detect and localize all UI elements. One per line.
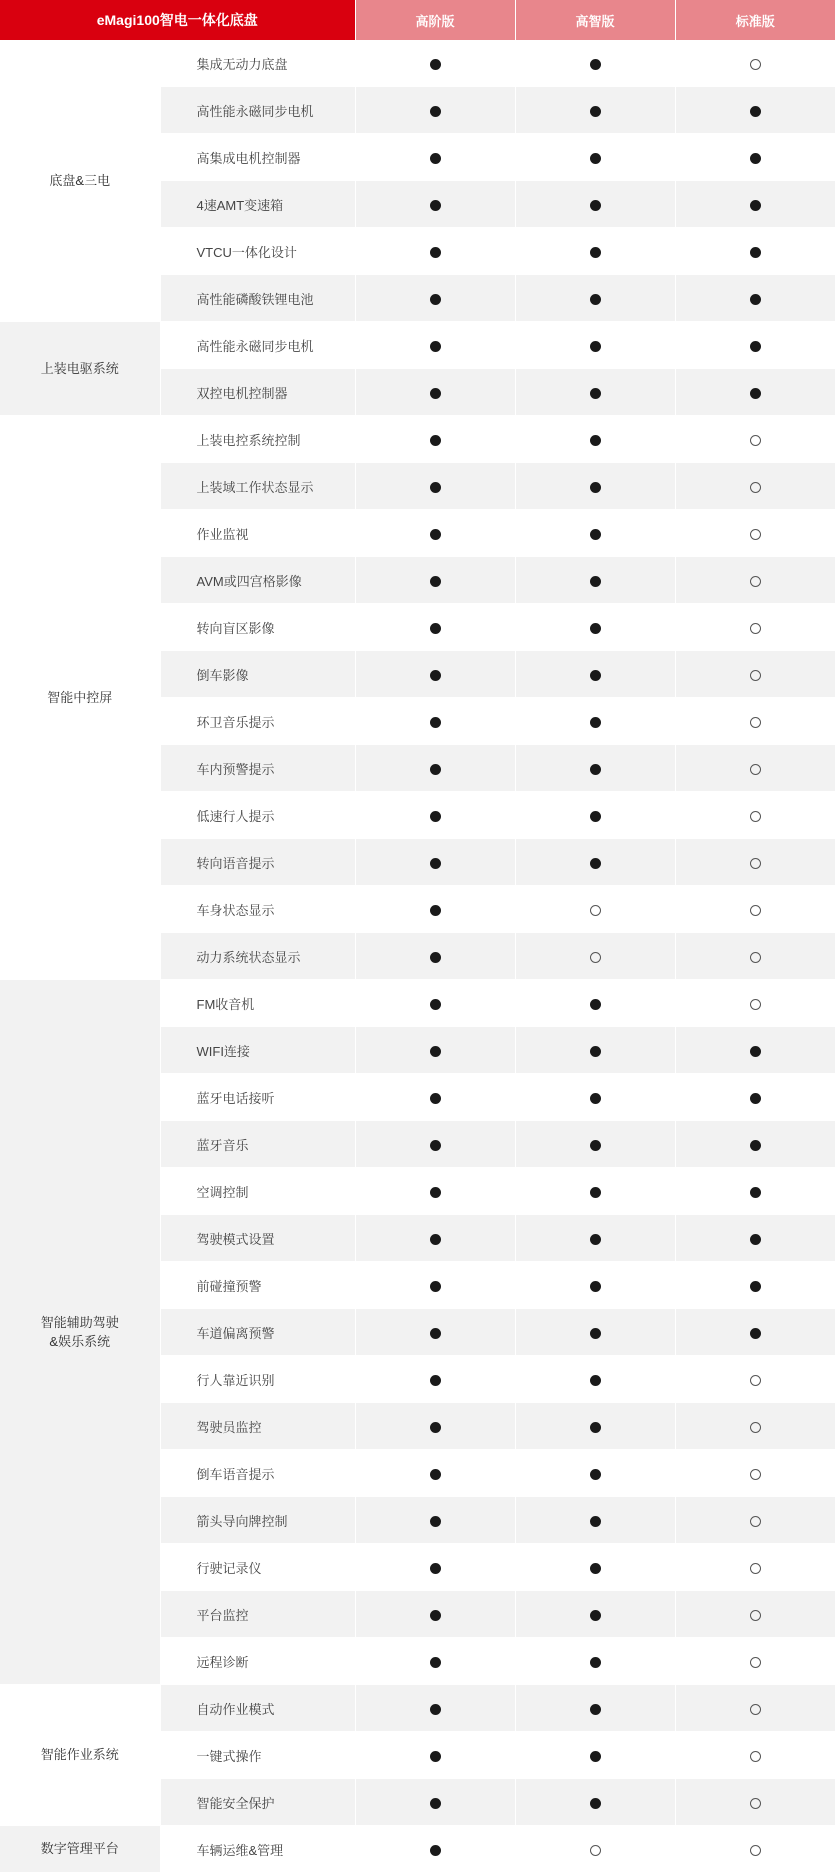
feature-label: 空调控制 [160,1168,355,1215]
filled-dot-icon [750,341,761,352]
filled-dot-icon [430,576,441,587]
table-row [0,1826,835,1872]
availability-cell-variant-3 [675,745,835,792]
filled-dot-icon [590,1422,601,1433]
feature-label: 车辆运维&管理 [160,1826,355,1872]
availability-cell-variant-1 [355,1544,515,1591]
group-label: 上装电驱系统 [0,322,160,416]
hollow-dot-icon [590,952,601,963]
availability-cell-variant-1 [355,275,515,322]
availability-cell-variant-3 [675,1215,835,1262]
availability-cell-variant-2 [515,1685,675,1732]
availability-cell-variant-2 [515,1356,675,1403]
availability-cell-variant-1 [355,698,515,745]
feature-label: FM收音机 [160,980,355,1027]
filled-dot-icon [750,388,761,399]
availability-cell-variant-2 [515,134,675,181]
feature-label: 蓝牙音乐 [160,1121,355,1168]
hollow-dot-icon [750,623,761,634]
availability-cell-variant-2 [515,1262,675,1309]
filled-dot-icon [590,200,601,211]
feature-label: 倒车语音提示 [160,1450,355,1497]
filled-dot-icon [590,1187,601,1198]
availability-cell-variant-3 [675,1591,835,1638]
availability-cell-variant-2 [515,1215,675,1262]
filled-dot-icon [590,1328,601,1339]
filled-dot-icon [590,106,601,117]
availability-cell-variant-3 [675,1309,835,1356]
availability-cell-variant-1 [355,933,515,980]
column-header-variant-1: 高阶版 [355,0,515,40]
filled-dot-icon [590,717,601,728]
filled-dot-icon [750,1187,761,1198]
filled-dot-icon [590,1375,601,1386]
hollow-dot-icon [750,1798,761,1809]
hollow-dot-icon [590,905,601,916]
feature-label: 高性能永磁同步电机 [160,87,355,134]
hollow-dot-icon [750,905,761,916]
availability-cell-variant-3 [675,1685,835,1732]
filled-dot-icon [590,576,601,587]
hollow-dot-icon [750,999,761,1010]
table-row [0,40,835,87]
filled-dot-icon [430,1798,441,1809]
availability-cell-variant-3 [675,651,835,698]
availability-cell-variant-2 [515,1732,675,1779]
feature-label: 行人靠近识别 [160,1356,355,1403]
availability-cell-variant-2 [515,1497,675,1544]
availability-cell-variant-1 [355,651,515,698]
filled-dot-icon [430,435,441,446]
availability-cell-variant-1 [355,886,515,933]
availability-cell-variant-3 [675,463,835,510]
filled-dot-icon [590,435,601,446]
availability-cell-variant-3 [675,698,835,745]
filled-dot-icon [590,1093,601,1104]
hollow-dot-icon [750,858,761,869]
availability-cell-variant-1 [355,87,515,134]
availability-cell-variant-1 [355,1309,515,1356]
availability-cell-variant-3 [675,322,835,369]
filled-dot-icon [430,153,441,164]
availability-cell-variant-1 [355,134,515,181]
table-row [0,980,835,1027]
feature-label: 前碰撞预警 [160,1262,355,1309]
feature-label: 自动作业模式 [160,1685,355,1732]
filled-dot-icon [430,1657,441,1668]
filled-dot-icon [750,1046,761,1057]
filled-dot-icon [430,1704,441,1715]
filled-dot-icon [750,294,761,305]
feature-label: 高性能磷酸铁锂电池 [160,275,355,322]
group-label: 智能中控屏 [0,416,160,980]
availability-cell-variant-3 [675,1450,835,1497]
filled-dot-icon [430,905,441,916]
availability-cell-variant-3 [675,1497,835,1544]
feature-label: 转向语音提示 [160,839,355,886]
feature-label: 车身状态显示 [160,886,355,933]
hollow-dot-icon [750,1845,761,1856]
availability-cell-variant-2 [515,980,675,1027]
availability-cell-variant-2 [515,651,675,698]
filled-dot-icon [430,388,441,399]
availability-cell-variant-1 [355,1168,515,1215]
filled-dot-icon [590,247,601,258]
filled-dot-icon [430,341,441,352]
hollow-dot-icon [750,1751,761,1762]
availability-cell-variant-2 [515,1779,675,1826]
filled-dot-icon [430,529,441,540]
feature-label: 一键式操作 [160,1732,355,1779]
availability-cell-variant-1 [355,40,515,87]
filled-dot-icon [430,811,441,822]
filled-dot-icon [430,1563,441,1574]
filled-dot-icon [590,341,601,352]
feature-label: 箭头导向牌控制 [160,1497,355,1544]
filled-dot-icon [590,811,601,822]
feature-label: 上装电控系统控制 [160,416,355,463]
feature-label: 低速行人提示 [160,792,355,839]
hollow-dot-icon [750,717,761,728]
filled-dot-icon [430,1845,441,1856]
filled-dot-icon [430,106,441,117]
availability-cell-variant-1 [355,745,515,792]
availability-cell-variant-2 [515,1403,675,1450]
filled-dot-icon [750,247,761,258]
availability-cell-variant-1 [355,792,515,839]
hollow-dot-icon [750,1422,761,1433]
availability-cell-variant-2 [515,1591,675,1638]
filled-dot-icon [590,1046,601,1057]
availability-cell-variant-1 [355,463,515,510]
filled-dot-icon [750,1140,761,1151]
hollow-dot-icon [750,952,761,963]
filled-dot-icon [430,670,441,681]
filled-dot-icon [430,294,441,305]
hollow-dot-icon [750,1704,761,1715]
availability-cell-variant-3 [675,1544,835,1591]
availability-cell-variant-3 [675,1732,835,1779]
availability-cell-variant-1 [355,1732,515,1779]
availability-cell-variant-3 [675,1779,835,1826]
filled-dot-icon [590,1469,601,1480]
filled-dot-icon [590,1234,601,1245]
availability-cell-variant-2 [515,745,675,792]
availability-cell-variant-3 [675,510,835,557]
availability-cell-variant-3 [675,40,835,87]
group-label: 智能作业系统 [0,1685,160,1826]
feature-label: 集成无动力底盘 [160,40,355,87]
availability-cell-variant-2 [515,322,675,369]
filled-dot-icon [750,106,761,117]
filled-dot-icon [430,1281,441,1292]
group-label: 智能辅助驾驶 &娱乐系统 [0,980,160,1685]
feature-label: WIFI连接 [160,1027,355,1074]
filled-dot-icon [590,1657,601,1668]
group-label: 底盘&三电 [0,40,160,322]
availability-cell-variant-2 [515,557,675,604]
table-row [0,1685,835,1732]
filled-dot-icon [430,1187,441,1198]
feature-label: 驾驶模式设置 [160,1215,355,1262]
availability-cell-variant-3 [675,1638,835,1685]
availability-cell-variant-3 [675,604,835,651]
availability-cell-variant-2 [515,1121,675,1168]
filled-dot-icon [590,388,601,399]
feature-label: 上装域工作状态显示 [160,463,355,510]
availability-cell-variant-1 [355,1027,515,1074]
feature-label: 行驶记录仪 [160,1544,355,1591]
availability-cell-variant-3 [675,933,835,980]
header-row [0,0,835,40]
filled-dot-icon [430,247,441,258]
filled-dot-icon [430,1140,441,1151]
availability-cell-variant-3 [675,181,835,228]
availability-cell-variant-3 [675,1356,835,1403]
availability-cell-variant-1 [355,1450,515,1497]
availability-cell-variant-1 [355,369,515,416]
filled-dot-icon [750,200,761,211]
availability-cell-variant-1 [355,1074,515,1121]
hollow-dot-icon [750,435,761,446]
hollow-dot-icon [750,1375,761,1386]
filled-dot-icon [430,482,441,493]
availability-cell-variant-2 [515,698,675,745]
feature-label: 高性能永磁同步电机 [160,322,355,369]
availability-cell-variant-3 [675,1074,835,1121]
filled-dot-icon [430,1093,441,1104]
availability-cell-variant-2 [515,1826,675,1872]
filled-dot-icon [590,1610,601,1621]
feature-label: 动力系统状态显示 [160,933,355,980]
hollow-dot-icon [750,576,761,587]
filled-dot-icon [590,294,601,305]
filled-dot-icon [750,1093,761,1104]
hollow-dot-icon [750,59,761,70]
filled-dot-icon [430,1751,441,1762]
filled-dot-icon [430,858,441,869]
hollow-dot-icon [750,670,761,681]
filled-dot-icon [430,1328,441,1339]
table-title: eMagi100智电一体化底盘 [0,0,355,40]
filled-dot-icon [430,1469,441,1480]
table-header [0,0,835,40]
hollow-dot-icon [750,811,761,822]
availability-cell-variant-3 [675,369,835,416]
filled-dot-icon [590,670,601,681]
filled-dot-icon [590,1281,601,1292]
availability-cell-variant-2 [515,1544,675,1591]
availability-cell-variant-1 [355,1497,515,1544]
feature-label: 倒车影像 [160,651,355,698]
filled-dot-icon [430,764,441,775]
availability-cell-variant-2 [515,886,675,933]
filled-dot-icon [430,1610,441,1621]
availability-cell-variant-2 [515,228,675,275]
availability-cell-variant-1 [355,416,515,463]
availability-cell-variant-1 [355,1826,515,1872]
feature-label: 作业监视 [160,510,355,557]
filled-dot-icon [430,1234,441,1245]
filled-dot-icon [430,1046,441,1057]
filled-dot-icon [590,482,601,493]
availability-cell-variant-1 [355,1356,515,1403]
availability-cell-variant-1 [355,1215,515,1262]
availability-cell-variant-3 [675,275,835,322]
availability-cell-variant-2 [515,416,675,463]
availability-cell-variant-1 [355,557,515,604]
availability-cell-variant-2 [515,1309,675,1356]
availability-cell-variant-2 [515,1027,675,1074]
availability-cell-variant-2 [515,1450,675,1497]
feature-label: 高集成电机控制器 [160,134,355,181]
availability-cell-variant-1 [355,604,515,651]
filled-dot-icon [590,623,601,634]
table-body [0,40,835,1872]
availability-cell-variant-2 [515,1638,675,1685]
filled-dot-icon [590,1798,601,1809]
availability-cell-variant-3 [675,1168,835,1215]
availability-cell-variant-2 [515,40,675,87]
availability-cell-variant-3 [675,557,835,604]
availability-cell-variant-2 [515,1074,675,1121]
availability-cell-variant-3 [675,228,835,275]
availability-cell-variant-3 [675,980,835,1027]
availability-cell-variant-3 [675,886,835,933]
filled-dot-icon [590,153,601,164]
feature-label: 蓝牙电话接听 [160,1074,355,1121]
availability-cell-variant-1 [355,1121,515,1168]
availability-cell-variant-1 [355,510,515,557]
feature-label: 4速AMT变速箱 [160,181,355,228]
filled-dot-icon [590,1704,601,1715]
availability-cell-variant-2 [515,181,675,228]
hollow-dot-icon [750,764,761,775]
hollow-dot-icon [590,1845,601,1856]
availability-cell-variant-2 [515,792,675,839]
availability-cell-variant-1 [355,1638,515,1685]
filled-dot-icon [430,59,441,70]
filled-dot-icon [430,200,441,211]
filled-dot-icon [590,1140,601,1151]
availability-cell-variant-1 [355,1403,515,1450]
filled-dot-icon [590,1516,601,1527]
availability-cell-variant-1 [355,839,515,886]
availability-cell-variant-3 [675,87,835,134]
feature-label: 智能安全保护 [160,1779,355,1826]
hollow-dot-icon [750,1516,761,1527]
filled-dot-icon [750,1234,761,1245]
filled-dot-icon [430,1375,441,1386]
availability-cell-variant-1 [355,1685,515,1732]
filled-dot-icon [590,858,601,869]
feature-label: VTCU一体化设计 [160,228,355,275]
hollow-dot-icon [750,482,761,493]
availability-cell-variant-2 [515,463,675,510]
availability-cell-variant-2 [515,1168,675,1215]
filled-dot-icon [590,529,601,540]
feature-label: 双控电机控制器 [160,369,355,416]
hollow-dot-icon [750,1657,761,1668]
filled-dot-icon [430,623,441,634]
feature-label: 驾驶员监控 [160,1403,355,1450]
filled-dot-icon [430,952,441,963]
filled-dot-icon [750,1328,761,1339]
availability-cell-variant-3 [675,1262,835,1309]
availability-cell-variant-1 [355,181,515,228]
availability-cell-variant-2 [515,87,675,134]
availability-cell-variant-3 [675,134,835,181]
availability-cell-variant-1 [355,228,515,275]
filled-dot-icon [590,59,601,70]
filled-dot-icon [430,999,441,1010]
feature-label: 环卫音乐提示 [160,698,355,745]
filled-dot-icon [430,1516,441,1527]
availability-cell-variant-1 [355,980,515,1027]
hollow-dot-icon [750,529,761,540]
availability-cell-variant-1 [355,322,515,369]
availability-cell-variant-3 [675,839,835,886]
feature-label: 远程诊断 [160,1638,355,1685]
availability-cell-variant-2 [515,510,675,557]
feature-label: 平台监控 [160,1591,355,1638]
group-label: 数字管理平台 [0,1826,160,1872]
availability-cell-variant-3 [675,416,835,463]
filled-dot-icon [430,1422,441,1433]
feature-label: 转向盲区影像 [160,604,355,651]
filled-dot-icon [590,764,601,775]
availability-cell-variant-3 [675,1826,835,1872]
availability-cell-variant-2 [515,604,675,651]
filled-dot-icon [750,1281,761,1292]
filled-dot-icon [590,999,601,1010]
availability-cell-variant-2 [515,839,675,886]
column-header-variant-2: 高智版 [515,0,675,40]
filled-dot-icon [590,1751,601,1762]
hollow-dot-icon [750,1563,761,1574]
feature-label: AVM或四宫格影像 [160,557,355,604]
availability-cell-variant-3 [675,1403,835,1450]
filled-dot-icon [590,1563,601,1574]
availability-cell-variant-3 [675,1027,835,1074]
availability-cell-variant-2 [515,933,675,980]
hollow-dot-icon [750,1610,761,1621]
filled-dot-icon [750,153,761,164]
availability-cell-variant-1 [355,1591,515,1638]
availability-cell-variant-1 [355,1779,515,1826]
table-row [0,322,835,369]
column-header-variant-3: 标准版 [675,0,835,40]
feature-label: 车内预警提示 [160,745,355,792]
availability-cell-variant-2 [515,369,675,416]
hollow-dot-icon [750,1469,761,1480]
table-row [0,416,835,463]
availability-cell-variant-3 [675,792,835,839]
availability-cell-variant-2 [515,275,675,322]
filled-dot-icon [430,717,441,728]
availability-cell-variant-3 [675,1121,835,1168]
availability-cell-variant-1 [355,1262,515,1309]
feature-label: 车道偏离预警 [160,1309,355,1356]
